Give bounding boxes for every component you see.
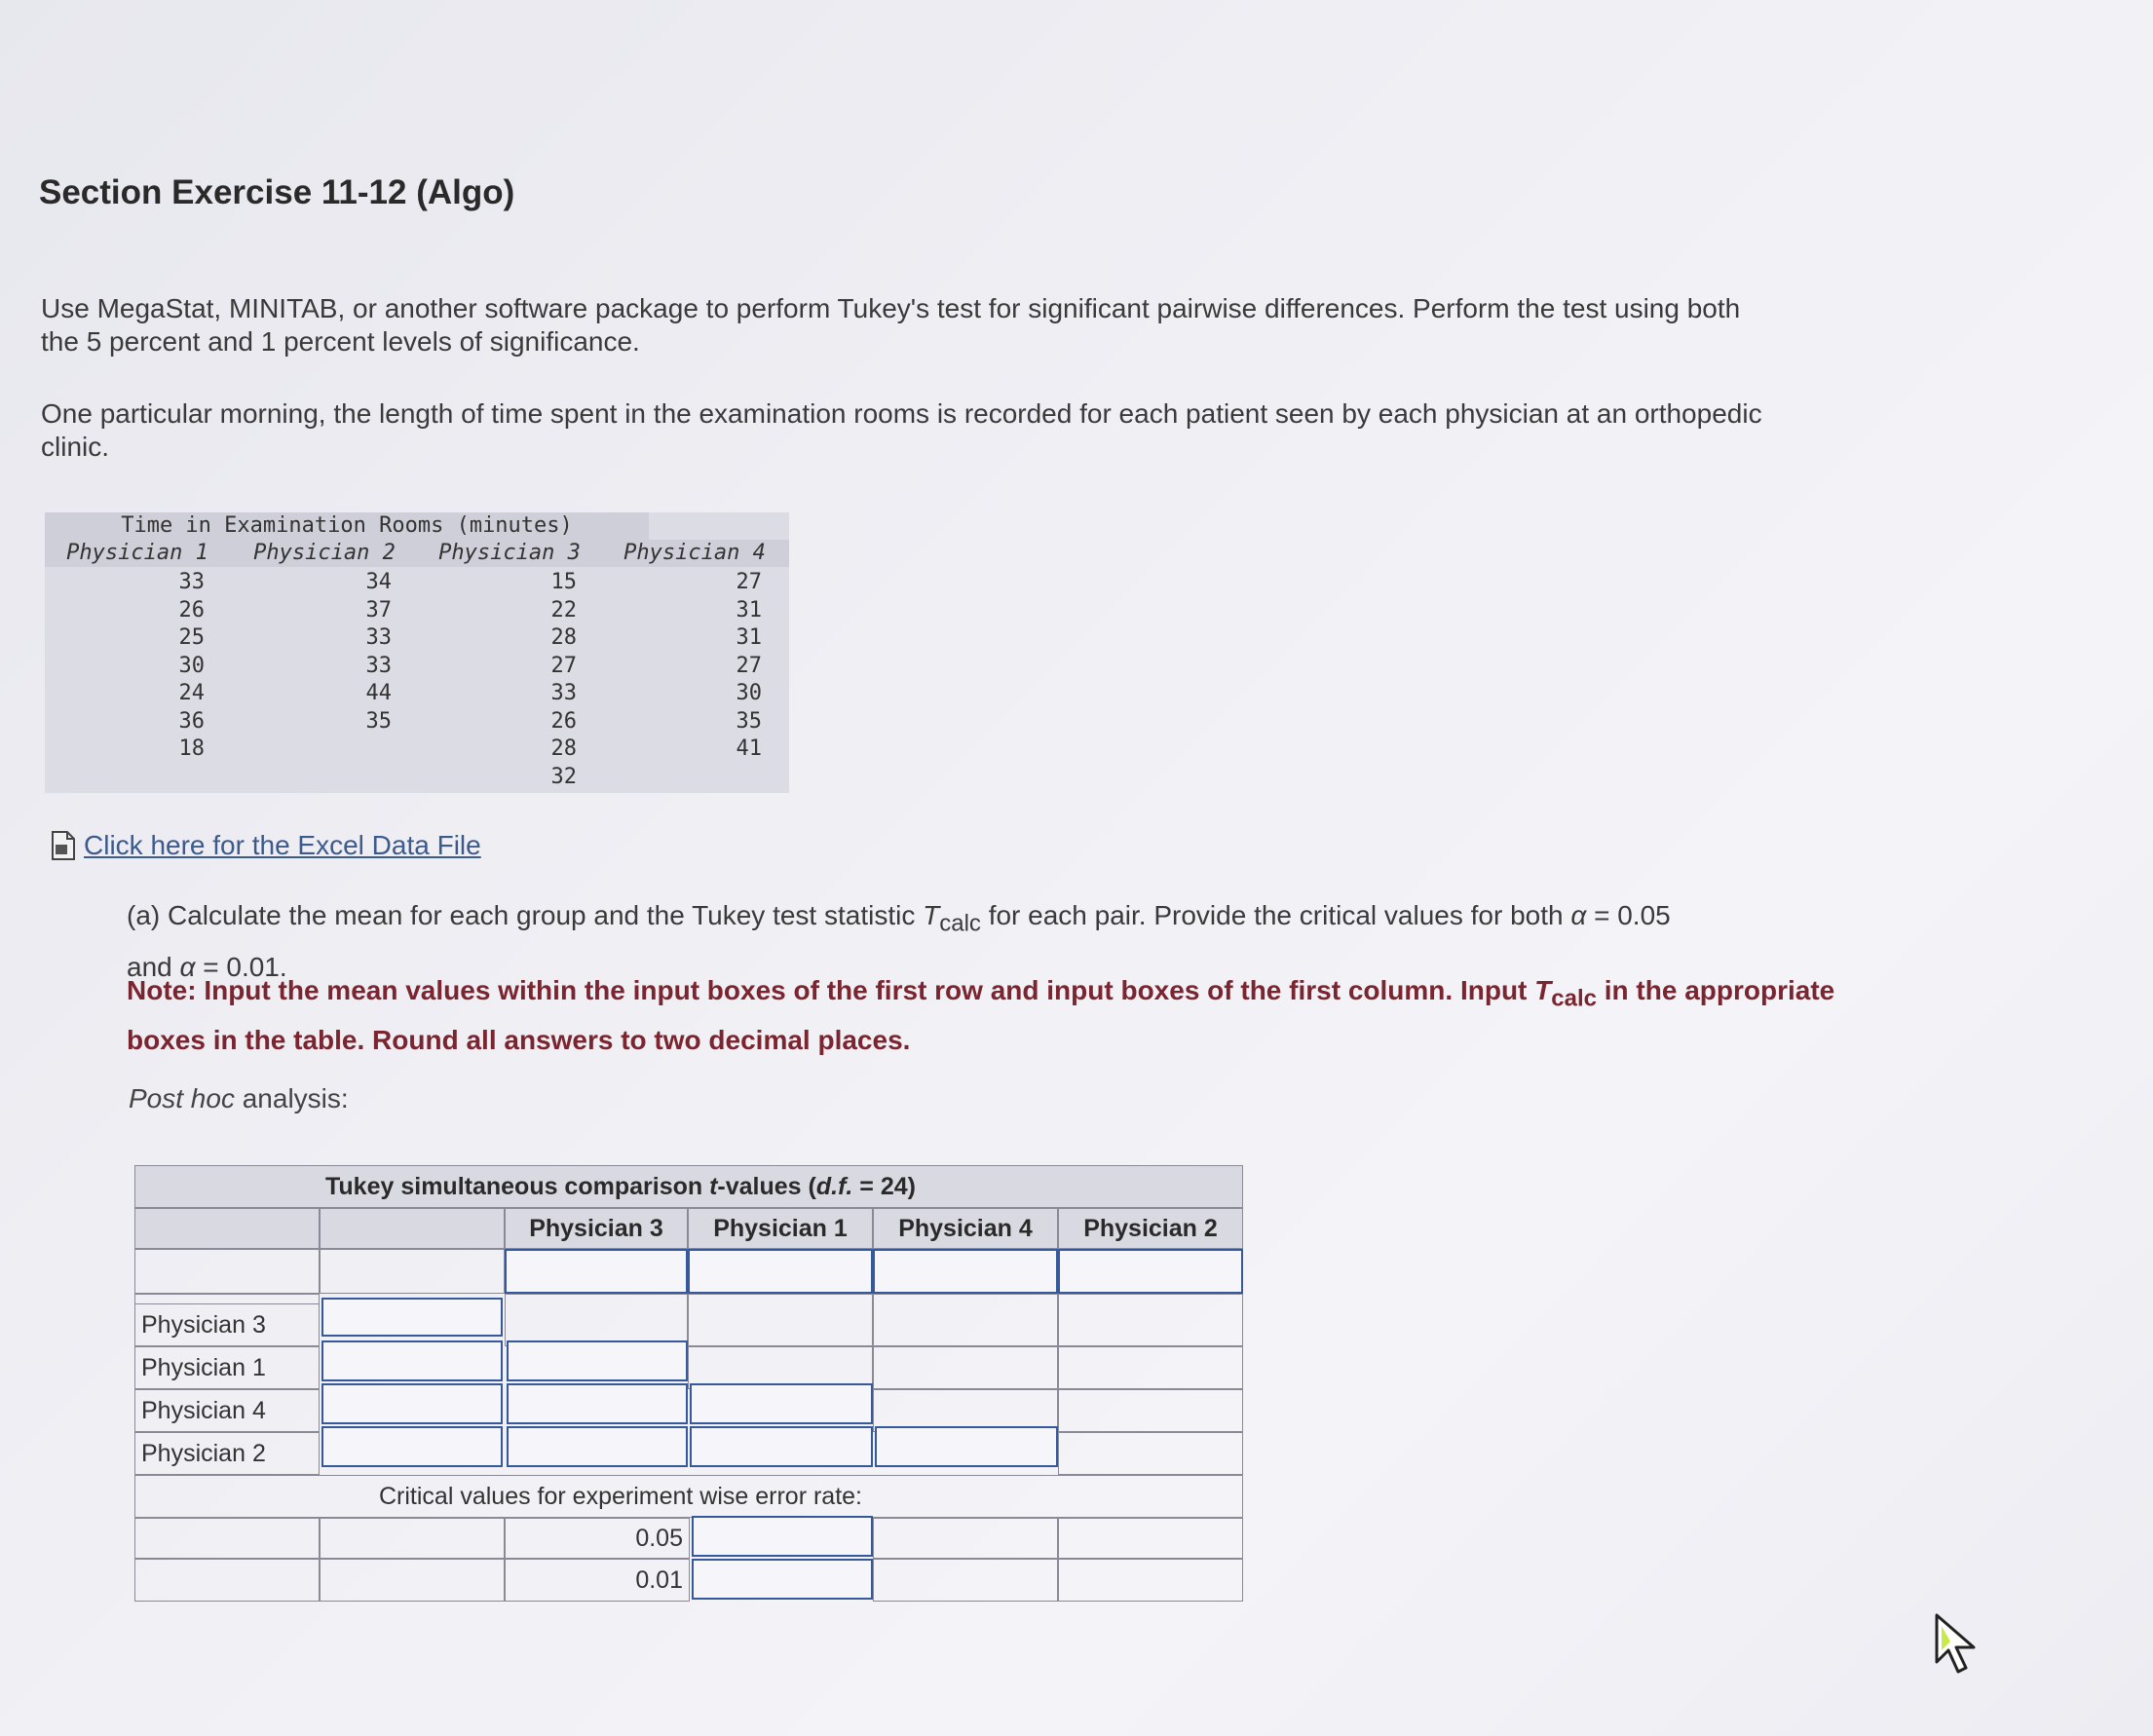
- data-table-header: Physician 2: [253, 541, 396, 565]
- mean-input-physician-1-row[interactable]: [321, 1340, 503, 1381]
- data-cell: 31: [736, 597, 762, 623]
- tukey-cell: [873, 1294, 1058, 1346]
- data-cell: 27: [736, 653, 762, 678]
- crit-empty-cell: [134, 1559, 320, 1602]
- alpha-value: = 0.05: [1594, 900, 1671, 930]
- data-table-header: Physician 4: [623, 541, 766, 565]
- critical-level-001: 0.01: [505, 1559, 690, 1602]
- means-row-empty-cell: [320, 1249, 505, 1294]
- tukey-title-cell: [134, 1165, 1243, 1208]
- tcalc-input-p4-vs-p1[interactable]: [690, 1383, 873, 1424]
- mean-input-physician-3-col[interactable]: [505, 1249, 688, 1294]
- data-cell: 41: [736, 736, 762, 761]
- data-column-physician-3: [514, 569, 577, 791]
- data-cell: 25: [178, 625, 205, 650]
- tukey-title-df: d.f.: [815, 1173, 853, 1200]
- excel-file-icon: [51, 831, 76, 860]
- data-cell: 35: [365, 708, 392, 734]
- data-cell: 30: [736, 681, 762, 705]
- calc-subscript: calc: [1551, 985, 1597, 1012]
- t-symbol: T: [1534, 975, 1552, 1005]
- instructions-paragraph: Use MegaStat, MINITAB, or another software package to perform Tukey's test for significant pairwise differences. Perform the test using both the 5 percent and 1 percent levels of significance.: [41, 293, 1741, 357]
- row-label-physician-2: Physician 2: [134, 1432, 320, 1475]
- header-corner-cell: [134, 1208, 320, 1249]
- note-text-part: in the appropriate boxes in the table. Round all answers to two decimal places.: [127, 975, 1835, 1055]
- alpha-value: = 0.01.: [203, 951, 287, 982]
- tukey-cell: [1058, 1389, 1243, 1432]
- part-a-text: Calculate the mean for each group and the Tukey test statistic: [168, 900, 916, 930]
- critical-values-caption: Critical values for experiment wise error rate:: [379, 1483, 862, 1510]
- note-text: [127, 970, 1841, 1061]
- data-cell: 26: [550, 708, 577, 734]
- data-cell: 27: [550, 653, 577, 678]
- data-cell: 28: [550, 736, 577, 761]
- col-header-physician-3: Physician 3: [505, 1208, 688, 1249]
- data-cell: 31: [736, 625, 762, 650]
- exam-time-data-table: [45, 512, 789, 793]
- data-cell: 24: [178, 681, 205, 705]
- part-a-label: (a): [127, 900, 161, 930]
- tukey-cell: [1058, 1432, 1243, 1475]
- tcalc-input-p4-vs-p3[interactable]: [507, 1383, 688, 1424]
- data-cell: 35: [736, 708, 762, 734]
- critical-level-005: 0.05: [505, 1518, 690, 1559]
- tcalc-input-p2-vs-p3[interactable]: [507, 1426, 688, 1467]
- tukey-cell: [688, 1294, 873, 1346]
- part-a-text: for each pair. Provide the critical values for both: [988, 900, 1564, 930]
- data-cell: 22: [550, 597, 577, 623]
- tukey-table: [134, 1165, 1243, 1594]
- mean-input-physician-4-col[interactable]: [873, 1249, 1058, 1294]
- data-cell: 34: [365, 570, 392, 594]
- row-label-physician-4: Physician 4: [134, 1389, 320, 1432]
- col-header-physician-1: Physician 1: [688, 1208, 873, 1249]
- tukey-cell: [505, 1294, 688, 1346]
- data-table-header: Physician 1: [66, 541, 208, 565]
- data-cell: 27: [736, 570, 762, 594]
- posthoc-label: [129, 1083, 349, 1114]
- mean-input-physician-1-col[interactable]: [688, 1249, 873, 1294]
- row-label-physician-3: Physician 3: [134, 1303, 320, 1346]
- data-cell: 33: [178, 570, 205, 594]
- crit-empty-cell: [134, 1518, 320, 1559]
- mean-input-physician-2-col[interactable]: [1058, 1249, 1243, 1294]
- data-column-physician-2: [329, 569, 392, 736]
- tukey-title-t: t: [709, 1173, 718, 1200]
- calc-subscript: calc: [939, 910, 981, 937]
- data-cell: 33: [550, 681, 577, 705]
- data-cell: 18: [178, 736, 205, 761]
- data-cell: 36: [178, 708, 205, 734]
- tcalc-input-p2-vs-p1[interactable]: [690, 1426, 873, 1467]
- data-cell: 30: [178, 653, 205, 678]
- data-cell: 28: [550, 625, 577, 650]
- mean-input-physician-3-row[interactable]: [321, 1298, 503, 1337]
- scenario-paragraph: One particular morning, the length of time spent in the examination rooms is recorded for each patient seen by each physician at an orthopedic clinic.: [41, 398, 1762, 462]
- tukey-cell: [1058, 1294, 1243, 1346]
- data-cell: 26: [178, 597, 205, 623]
- critical-value-input-005[interactable]: [692, 1516, 873, 1557]
- tukey-cell: [873, 1346, 1058, 1389]
- alpha-symbol: α: [1570, 900, 1587, 930]
- posthoc-italic: Post hoc: [129, 1083, 235, 1113]
- spacer-cell: [134, 1294, 320, 1303]
- tukey-title-part: = 24): [852, 1173, 916, 1200]
- tukey-title-part: Tukey simultaneous comparison: [325, 1173, 710, 1200]
- t-symbol: T: [923, 900, 940, 930]
- tukey-cell: [1058, 1346, 1243, 1389]
- crit-empty-cell: [873, 1518, 1058, 1559]
- crit-empty-cell: [320, 1559, 505, 1602]
- data-cell: 32: [550, 764, 577, 789]
- data-cell: 15: [550, 570, 577, 594]
- data-cell: 33: [365, 625, 392, 650]
- crit-empty-cell: [320, 1518, 505, 1559]
- data-cell: 44: [365, 681, 392, 705]
- tukey-title-part: -values (: [717, 1173, 816, 1200]
- tcalc-input-p1-vs-p3[interactable]: [507, 1340, 688, 1381]
- col-header-physician-4: Physician 4: [873, 1208, 1058, 1249]
- data-cell: 33: [365, 653, 392, 678]
- excel-link-text[interactable]: Click here for the Excel Data File: [84, 830, 481, 860]
- mean-input-physician-4-row[interactable]: [321, 1383, 503, 1424]
- alpha-symbol: α: [179, 951, 196, 982]
- data-table-header-row: [45, 540, 789, 567]
- tcalc-input-p2-vs-p4[interactable]: [875, 1426, 1058, 1467]
- header-empty-cell: [320, 1208, 505, 1249]
- critical-value-input-001[interactable]: [692, 1559, 873, 1600]
- part-a-text: and: [127, 951, 172, 982]
- page-title: Section Exercise 11-12 (Algo): [39, 173, 515, 211]
- row-label-physician-1: Physician 1: [134, 1346, 320, 1389]
- mouse-cursor-icon: [1933, 1611, 1982, 1679]
- mean-input-physician-2-row[interactable]: [321, 1426, 503, 1467]
- data-cell: 37: [365, 597, 392, 623]
- data-column-physician-4: [699, 569, 762, 764]
- note-text-part: Note: Input the mean values within the input boxes of the first row and input boxes of the first column. Input: [127, 975, 1528, 1005]
- crit-empty-cell: [1058, 1518, 1243, 1559]
- data-table-title: Time in Examination Rooms (minutes): [45, 512, 649, 540]
- posthoc-rest: analysis:: [234, 1083, 349, 1113]
- means-row-label-cell: [134, 1249, 320, 1294]
- data-table-header: Physician 3: [438, 541, 581, 565]
- tukey-title: [135, 1166, 1242, 1207]
- data-column-physician-1: [142, 569, 205, 764]
- col-header-physician-2: Physician 2: [1058, 1208, 1243, 1249]
- crit-empty-cell: [1058, 1559, 1243, 1602]
- excel-data-link[interactable]: [51, 830, 481, 861]
- crit-empty-cell: [873, 1559, 1058, 1602]
